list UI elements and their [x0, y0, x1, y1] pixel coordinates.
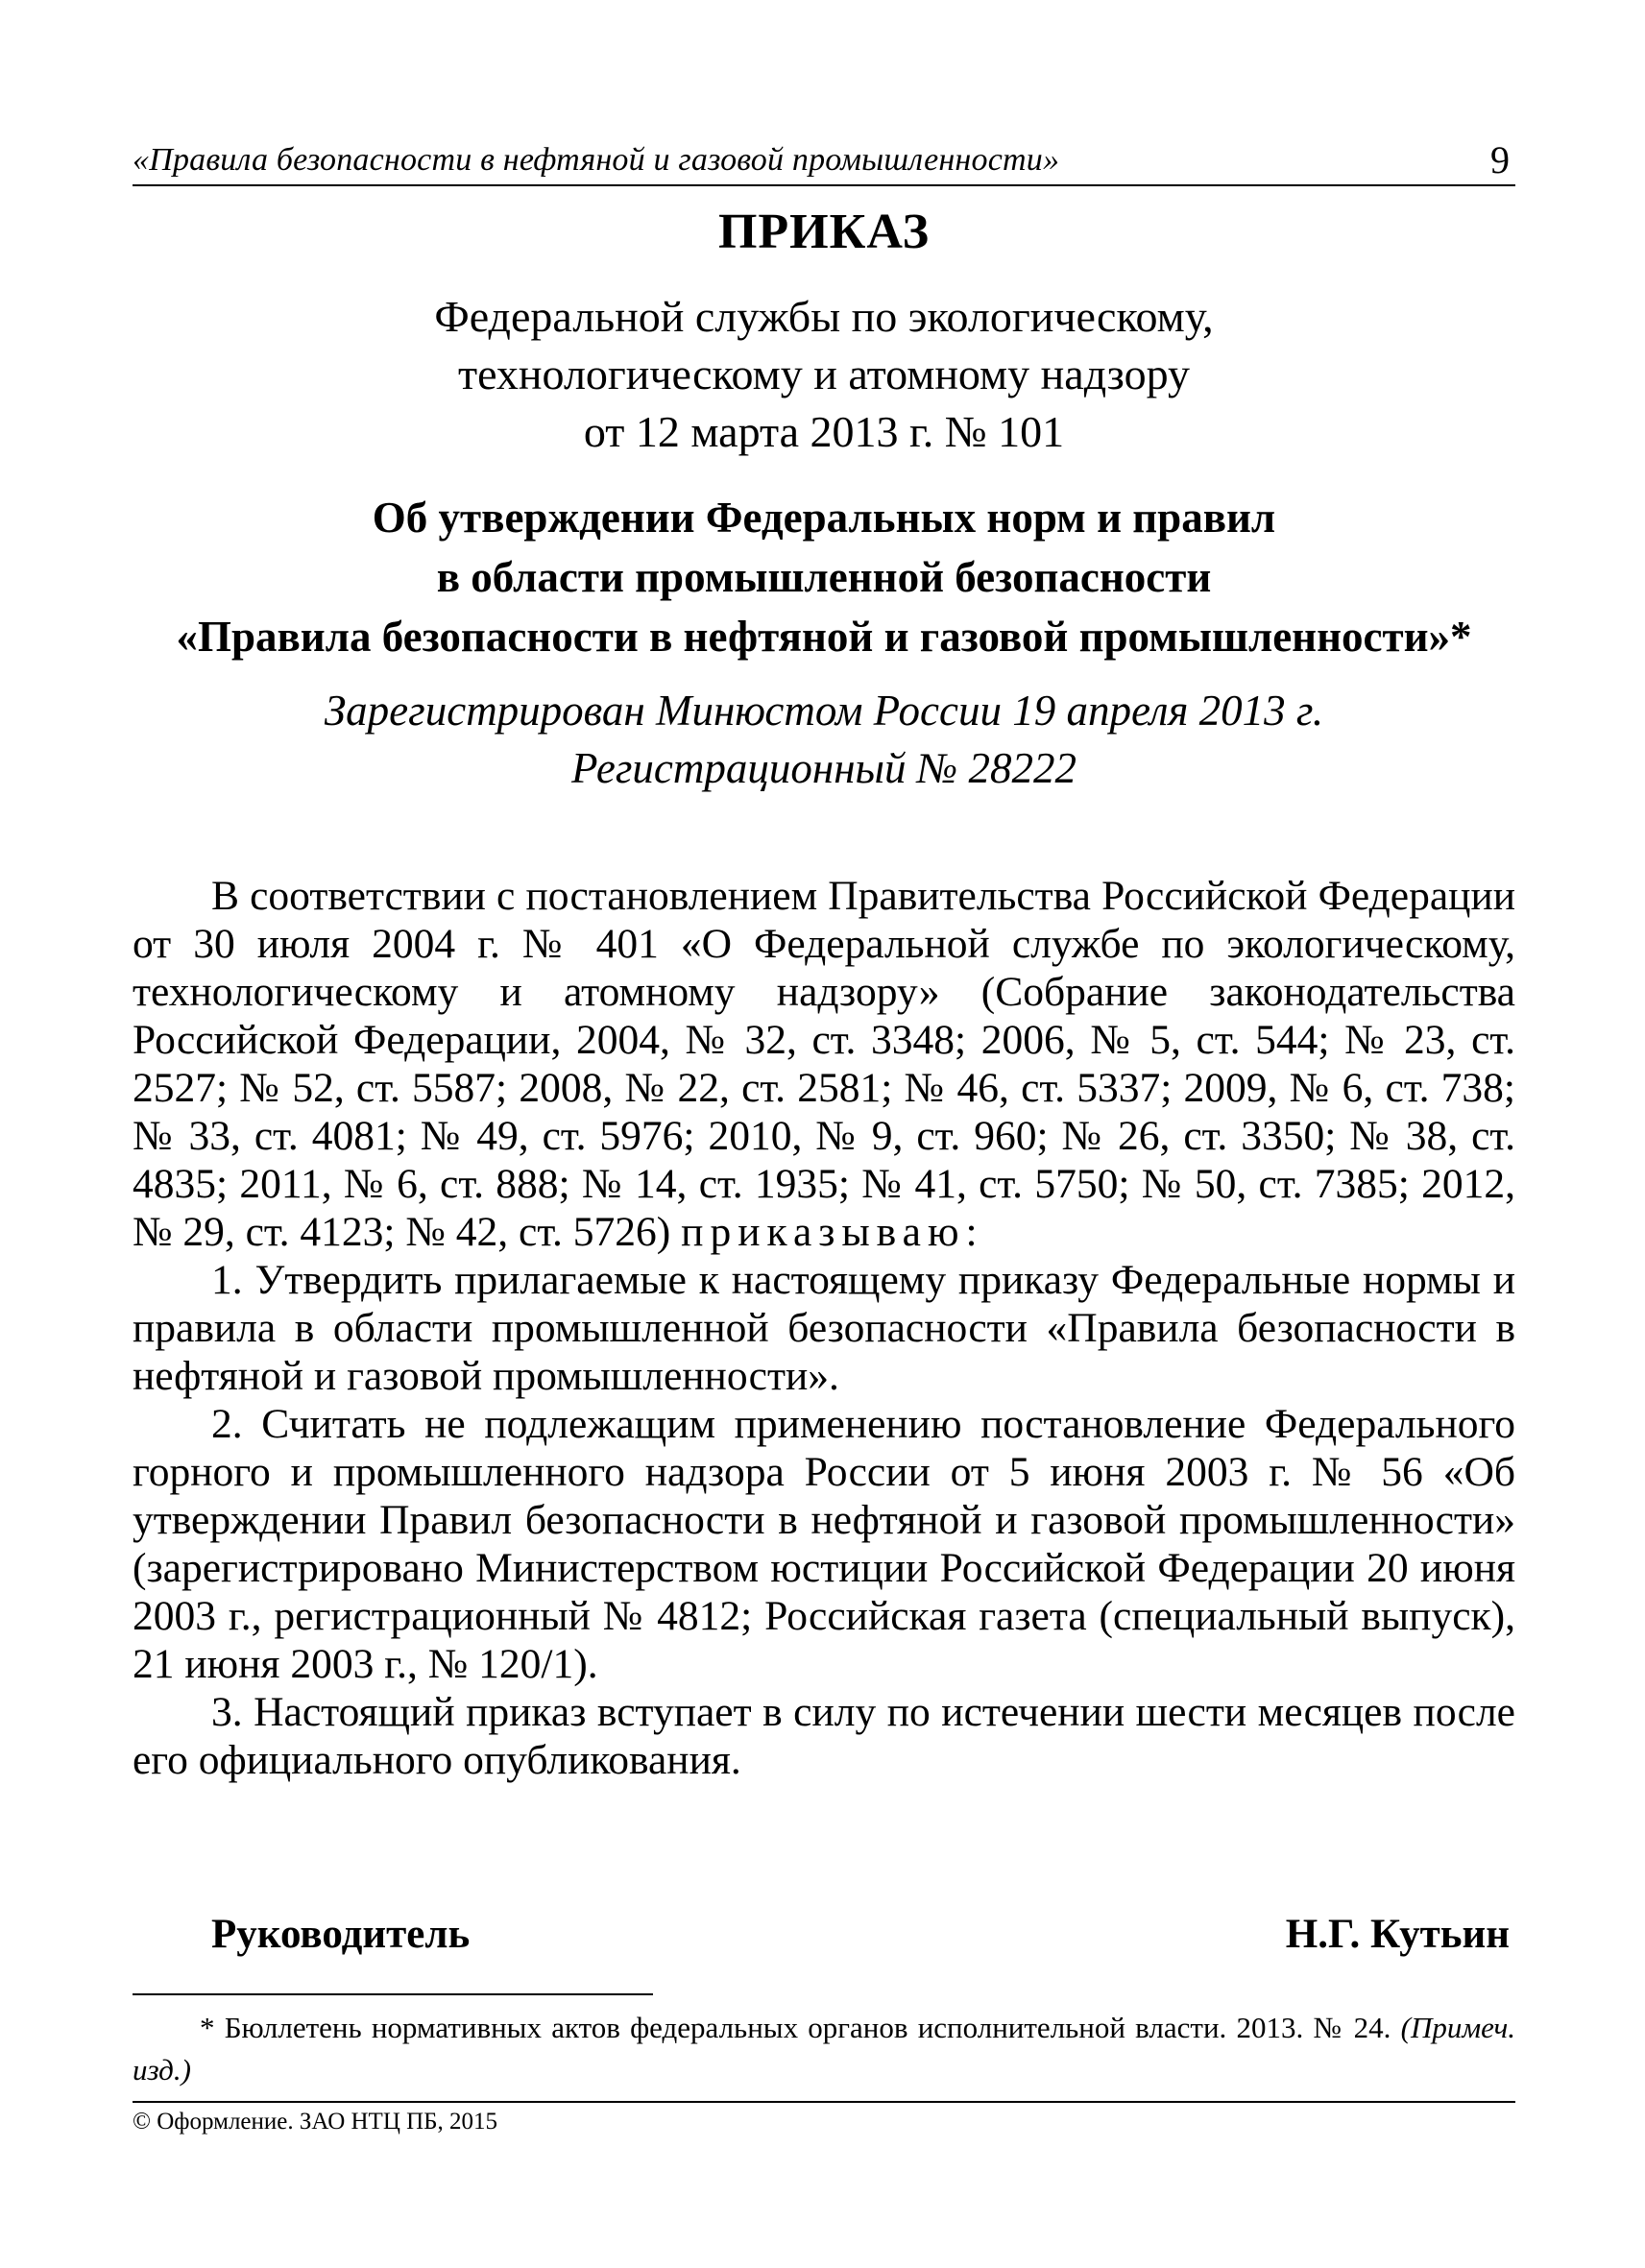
registration-info — [133, 682, 1515, 797]
signature-block — [133, 1911, 1515, 1968]
order-item: 2. Считать не подлежащим применению постановление Федерального горного и промышленного надзора России от 5 июня 2003 г. № 56 «Об утверждении Правил безопасности в нефтяной и газовой промышленности» (зарегистрировано Министерством юстиции Российской Федерации 20 июня 2003 г., регистрационный № 4812; Российская газета (специальный выпуск), 21 июня 2003 г., № 120/1). — [133, 1401, 1515, 1687]
authority-line: Федеральной службы по экологическому, — [434, 292, 1214, 341]
preamble-paragraph — [133, 872, 1515, 1256]
subject-line: в области промышленной безопасности — [436, 553, 1212, 601]
running-header — [133, 131, 1515, 186]
signatory-name: Н.Г. Кутьин — [1285, 1912, 1510, 1957]
footnote — [133, 2007, 1515, 2091]
copyright-divider — [133, 2101, 1515, 2103]
order-title: ПРИКАЗ — [717, 205, 931, 259]
subject-line: «Правила безопасности в нефтяной и газовой промышленности»* — [176, 613, 1472, 661]
authority-line: технологическому и атомному надзору — [458, 350, 1190, 398]
subject-line: Об утверждении Федеральных норм и правил — [372, 494, 1276, 542]
order-item: 1. Утвердить прилагаемые к настоящему приказу Федеральные нормы и правила в области промышленной безопасности «Правила безопасности в нефтяной и газовой промышленности». — [133, 1257, 1515, 1399]
registration-line: Зарегистрирован Минюстом России 19 апреля 2013 г. — [324, 687, 1324, 735]
order-date-number: от 12 марта 2013 г. № 101 — [583, 407, 1065, 456]
order-item: 3. Настоящий приказ вступает в силу по истечении шести месяцев после его официального опубликования. — [133, 1689, 1515, 1783]
footnote-text: Бюллетень нормативных актов федеральных органов исполнительной власти. 2013. № 24. — [224, 2011, 1391, 2044]
signatory-position: Руководитель — [211, 1912, 471, 1957]
editor-note: (Примеч. изд.) — [133, 2011, 1516, 2087]
order-subject — [133, 488, 1515, 666]
copyright-notice: © Оформление. ЗАО НТЦ ПБ, 2015 — [133, 2109, 498, 2135]
order-body — [133, 872, 1515, 1784]
decree-word: приказываю: — [681, 1209, 984, 1255]
issuing-authority — [133, 288, 1515, 461]
preamble-text: В соответствии с постановлением Правительства Российской Федерации от 30 июля 2004 г. № 401 «О Федеральной службе по экологическому, технологическому и атомному надзору» (Собрание законодательства Российской Федерации, 2004, № 32, ст. 3348; 2006, № 5, ст. 544; № 23, ст. 2527; № 52, ст. 5587; 2008, № 22, ст. 2581; № 46, ст. 5337; 2009, № 6, ст. 738; № 33, ст. 4081; № 49, ст. 5976; 2010, № 9, ст. 960; № 26, ст. 3350; № 38, ст. 4835; 2011, № 6, ст. 888; № 14, ст. 1935; № 41, ст. 5750; № 50, ст. 7385; 2012, № 29, ст. 4123; № 42, ст. 5726) — [133, 873, 1515, 1255]
footnote-divider — [133, 1993, 653, 1995]
page-number: 9 — [1490, 138, 1510, 181]
footnote-mark: * — [200, 2011, 215, 2044]
registration-number: Регистрационный № 28222 — [571, 744, 1077, 792]
running-title: «Правила безопасности в нефтяной и газовой промышленности» — [133, 142, 1060, 178]
